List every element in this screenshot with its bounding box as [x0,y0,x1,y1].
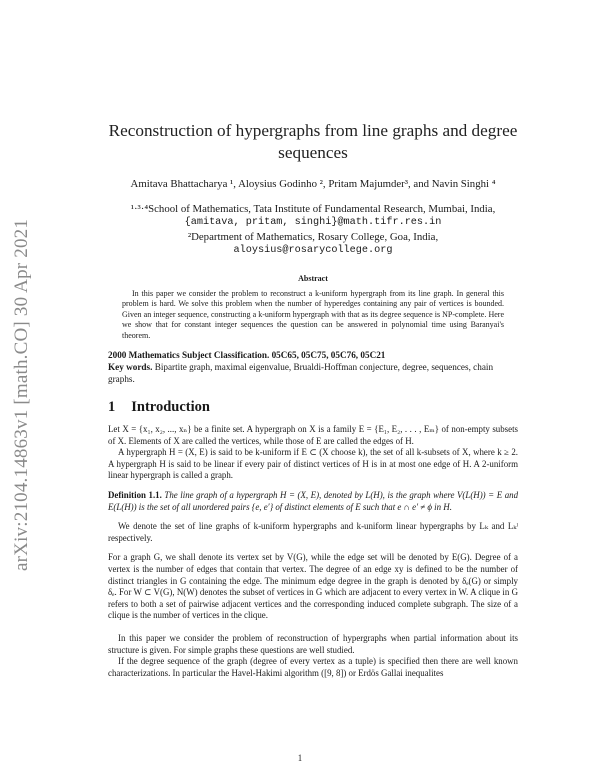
abstract-text: In this paper we consider the problem to reconstruct a k-uniform hypergraph from its line graph. In general this problem is hard. We solve this problem when the number of hyperedges containing any pair of vertices is bounded. Given an integer sequence, constructing a k-uniform hypergraph with that as its degree sequence is NP-complete. Here we show that for constant integer sequences the question can be answered in polynomial time using Baranyai's theorem. [122,289,504,340]
section-number: 1 [108,399,116,416]
arxiv-identifier-stamp: arXiv:2104.14863v1 [math.CO] 30 Apr 2021 [11,218,32,571]
title-line-2: sequences [278,143,348,162]
keywords-value: Bipartite graph, maximal eigenvalue, Brualdi-Hoffman conjecture, degree, sequences, chain graphs. [108,362,494,385]
paragraph-4: For a graph G, we shall denote its vertex set by V(G), while the edge set will be denoted by E(G). Degree of a vertex is the number of edges that contain that vertex. The degree of an edge xy is defined to be the number of distinct triangles in G containing the edge. The minimum edge degree in the graph is denoted by δₑ(G) or simply δₑ. For W ⊂ V(G), N(W) denotes the subset of vertices in G which are adjacent to every vertex in W. A clique in G refers to both a set of pairwise adjacent vertices and the corresponding induced complete subgraph. The size of a clique is the number of vertices in the clique. [108,552,518,621]
abstract-heading: Abstract [298,274,328,283]
affiliation-1: ¹·³·⁴School of Mathematics, Tata Institute of Fundamental Research, Mumbai, India, [130,203,496,215]
definition-text: The line graph of a hypergraph H = (X, E), denoted by L(H), is the graph where V(L(H)) = E and E(L(H)) is the set of all unordered pairs {e, e′} of distinct elements of E such that e ∩ e′ ≠ ϕ in H. [108,490,519,512]
arxiv-stamp-container [11,173,35,571]
author-list: Amitava Bhattacharya ¹, Aloysius Godinho ², Pritam Majumder³, and Navin Singhi ⁴ [130,178,496,190]
definition-1-1 [108,490,518,513]
affiliation-2-email[interactable]: aloysius@rosarycollege.org [233,245,393,256]
section-title: Introduction [131,399,210,416]
paragraph-6: If the degree sequence of the graph (degree of every vertex as a tuple) is specified then there are well known characterizations. In particular the Havel-Hakimi algorithm ([9, 8]) or Erdös Gallai inequalites [108,656,518,678]
section-heading-introduction [108,399,518,416]
paragraph-3: We denote the set of line graphs of k-uniform hypergraphs and k-uniform linear hypergraphs by Lₖ and Lₖˡ respectively. [108,521,518,543]
msc-classification [108,349,518,361]
affiliation-2: ²Department of Mathematics, Rosary College, Goa, India, [187,231,439,243]
definition-label: Definition 1.1. [108,490,162,500]
affiliations [108,202,518,258]
page-number: 1 [297,753,303,763]
msc-label: 2000 Mathematics Subject Classification. [108,350,270,361]
paper-title [108,120,518,164]
keywords [108,361,518,385]
paragraph-5: In this paper we consider the problem of reconstruction of hypergraphs when partial information about its structure is given. For simple graphs these questions are well studied. [108,632,518,655]
affiliation-1-email[interactable]: {amitava, pritam, singhi}@math.tifr.res.in [184,217,442,228]
title-line-1: Reconstruction of hypergraphs from line graphs and degree [108,121,518,140]
keywords-label: Key words. [108,362,153,373]
msc-value: 05C65, 05C75, 05C76, 05C21 [271,350,386,361]
paragraph-2: A hypergraph H = (X, E) is said to be k-uniform if E ⊂ (X choose k), the set of all k-subsets of X, where k ≥ 2. A hypergraph H is said to be linear if every pair of distinct vertices of H is in at most one edge of H. A 2-uniform linear hypergraph is called a graph. [108,447,518,481]
paragraph-1: Let X = {x₁, x₂, ..., xₙ} be a finite set. A hypergraph on X is a family E = {E₁, E₂, . . . , Eₘ} of non-empty subsets of X. Elements of X are called the vertices, while those of E are called the edges of H. [108,424,518,446]
paper-page [108,120,518,679]
